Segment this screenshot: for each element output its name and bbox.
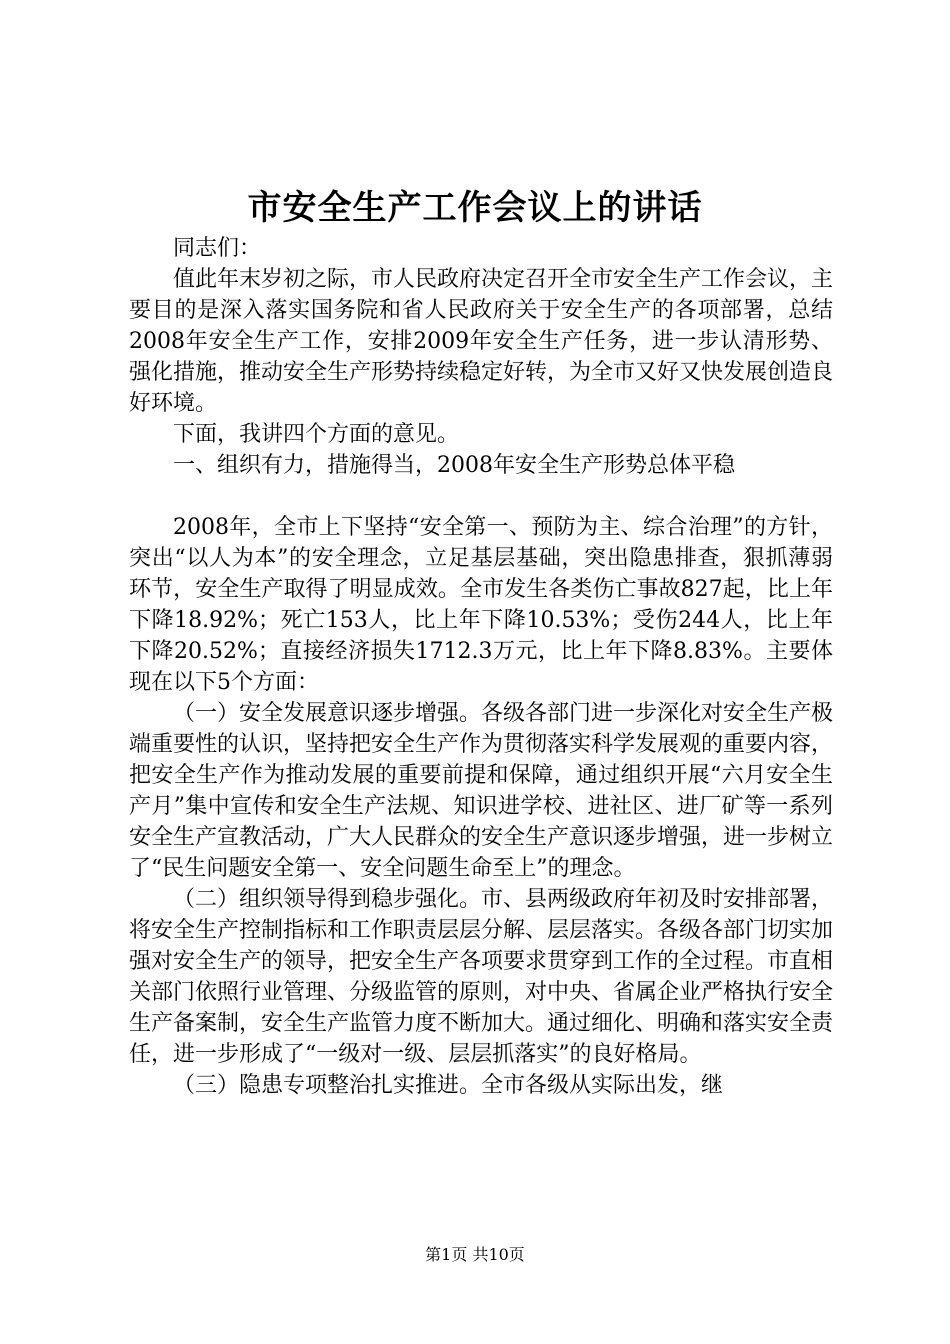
paragraph-intro: 值此年末岁初之际，市人民政府决定召开全市安全生产工作会议，主要目的是深入落实国务院和省人民政府关于安全生产的各项部署，总结2008年安全生产工作，安排2009年安全生产任务，进一步认清形势、强化措施，推动安全生产形势持续稳定好转，为全市又好又快发展创造良好环境。 <box>129 267 834 416</box>
page-footer: 第1页 共10页 <box>425 1245 525 1264</box>
paragraph-point-3: （三）隐患专项整治扎实推进。全市各级从实际出发，继 <box>173 1073 724 1098</box>
document-body <box>129 233 833 1101</box>
paragraph-point-2: （二）组织领导得到稳步强化。市、县两级政府年初及时安排部署，将安全生产控制指标和工作职责层层分解、层层落实。各级各部门切实加强对安全生产的领导，把安全生产各项要求贯穿到工作的全过程。市直相关部门依照行业管理、分级监管的原则，对中央、省属企业严格执行安全生产备案制，安全生产监管力度不断加大。通过细化、明确和落实安全责任，进一步形成了“一级对一级、层层抓落实”的良好格局。 <box>129 887 834 1067</box>
paragraph-summary-2008: 2008年，全市上下坚持“安全第一、预防为主、综合治理”的方针，突出“以人为本”的安全理念，立足基层基础，突出隐患排查，狠抓薄弱环节，安全生产取得了明显成效。全市发生各类伤亡事故827起，比上年下降18.92%；死亡153人，比上年下降10.53%；受伤244人，比上年下降20.52%；直接经济损失1712.3万元，比上年下降8.83%。主要体现在以下5个方面： <box>129 515 833 695</box>
document-title: 市安全生产工作会议上的讲话 <box>247 188 703 228</box>
section-heading-1: 一、组织有力，措施得当，2008年安全生产形势总体平稳 <box>173 453 735 478</box>
paragraph-outline: 下面，我讲四个方面的意见。 <box>173 422 460 447</box>
paragraph-point-1: （一）安全发展意识逐步增强。各级各部门进一步深化对安全生产极端重要性的认识，坚持把安全生产作为贯彻落实科学发展观的重要内容，把安全生产作为推动发展的重要前提和保障，通过组织开展“六月安全生产月”集中宣传和安全生产法规、知识进学校、进社区、进厂矿等一系列安全生产宣教活动，广大人民群众的安全生产意识逐步增强，进一步树立了“民生问题安全第一、安全问题生命至上”的理念。 <box>129 701 834 881</box>
salutation: 同志们： <box>173 236 262 261</box>
